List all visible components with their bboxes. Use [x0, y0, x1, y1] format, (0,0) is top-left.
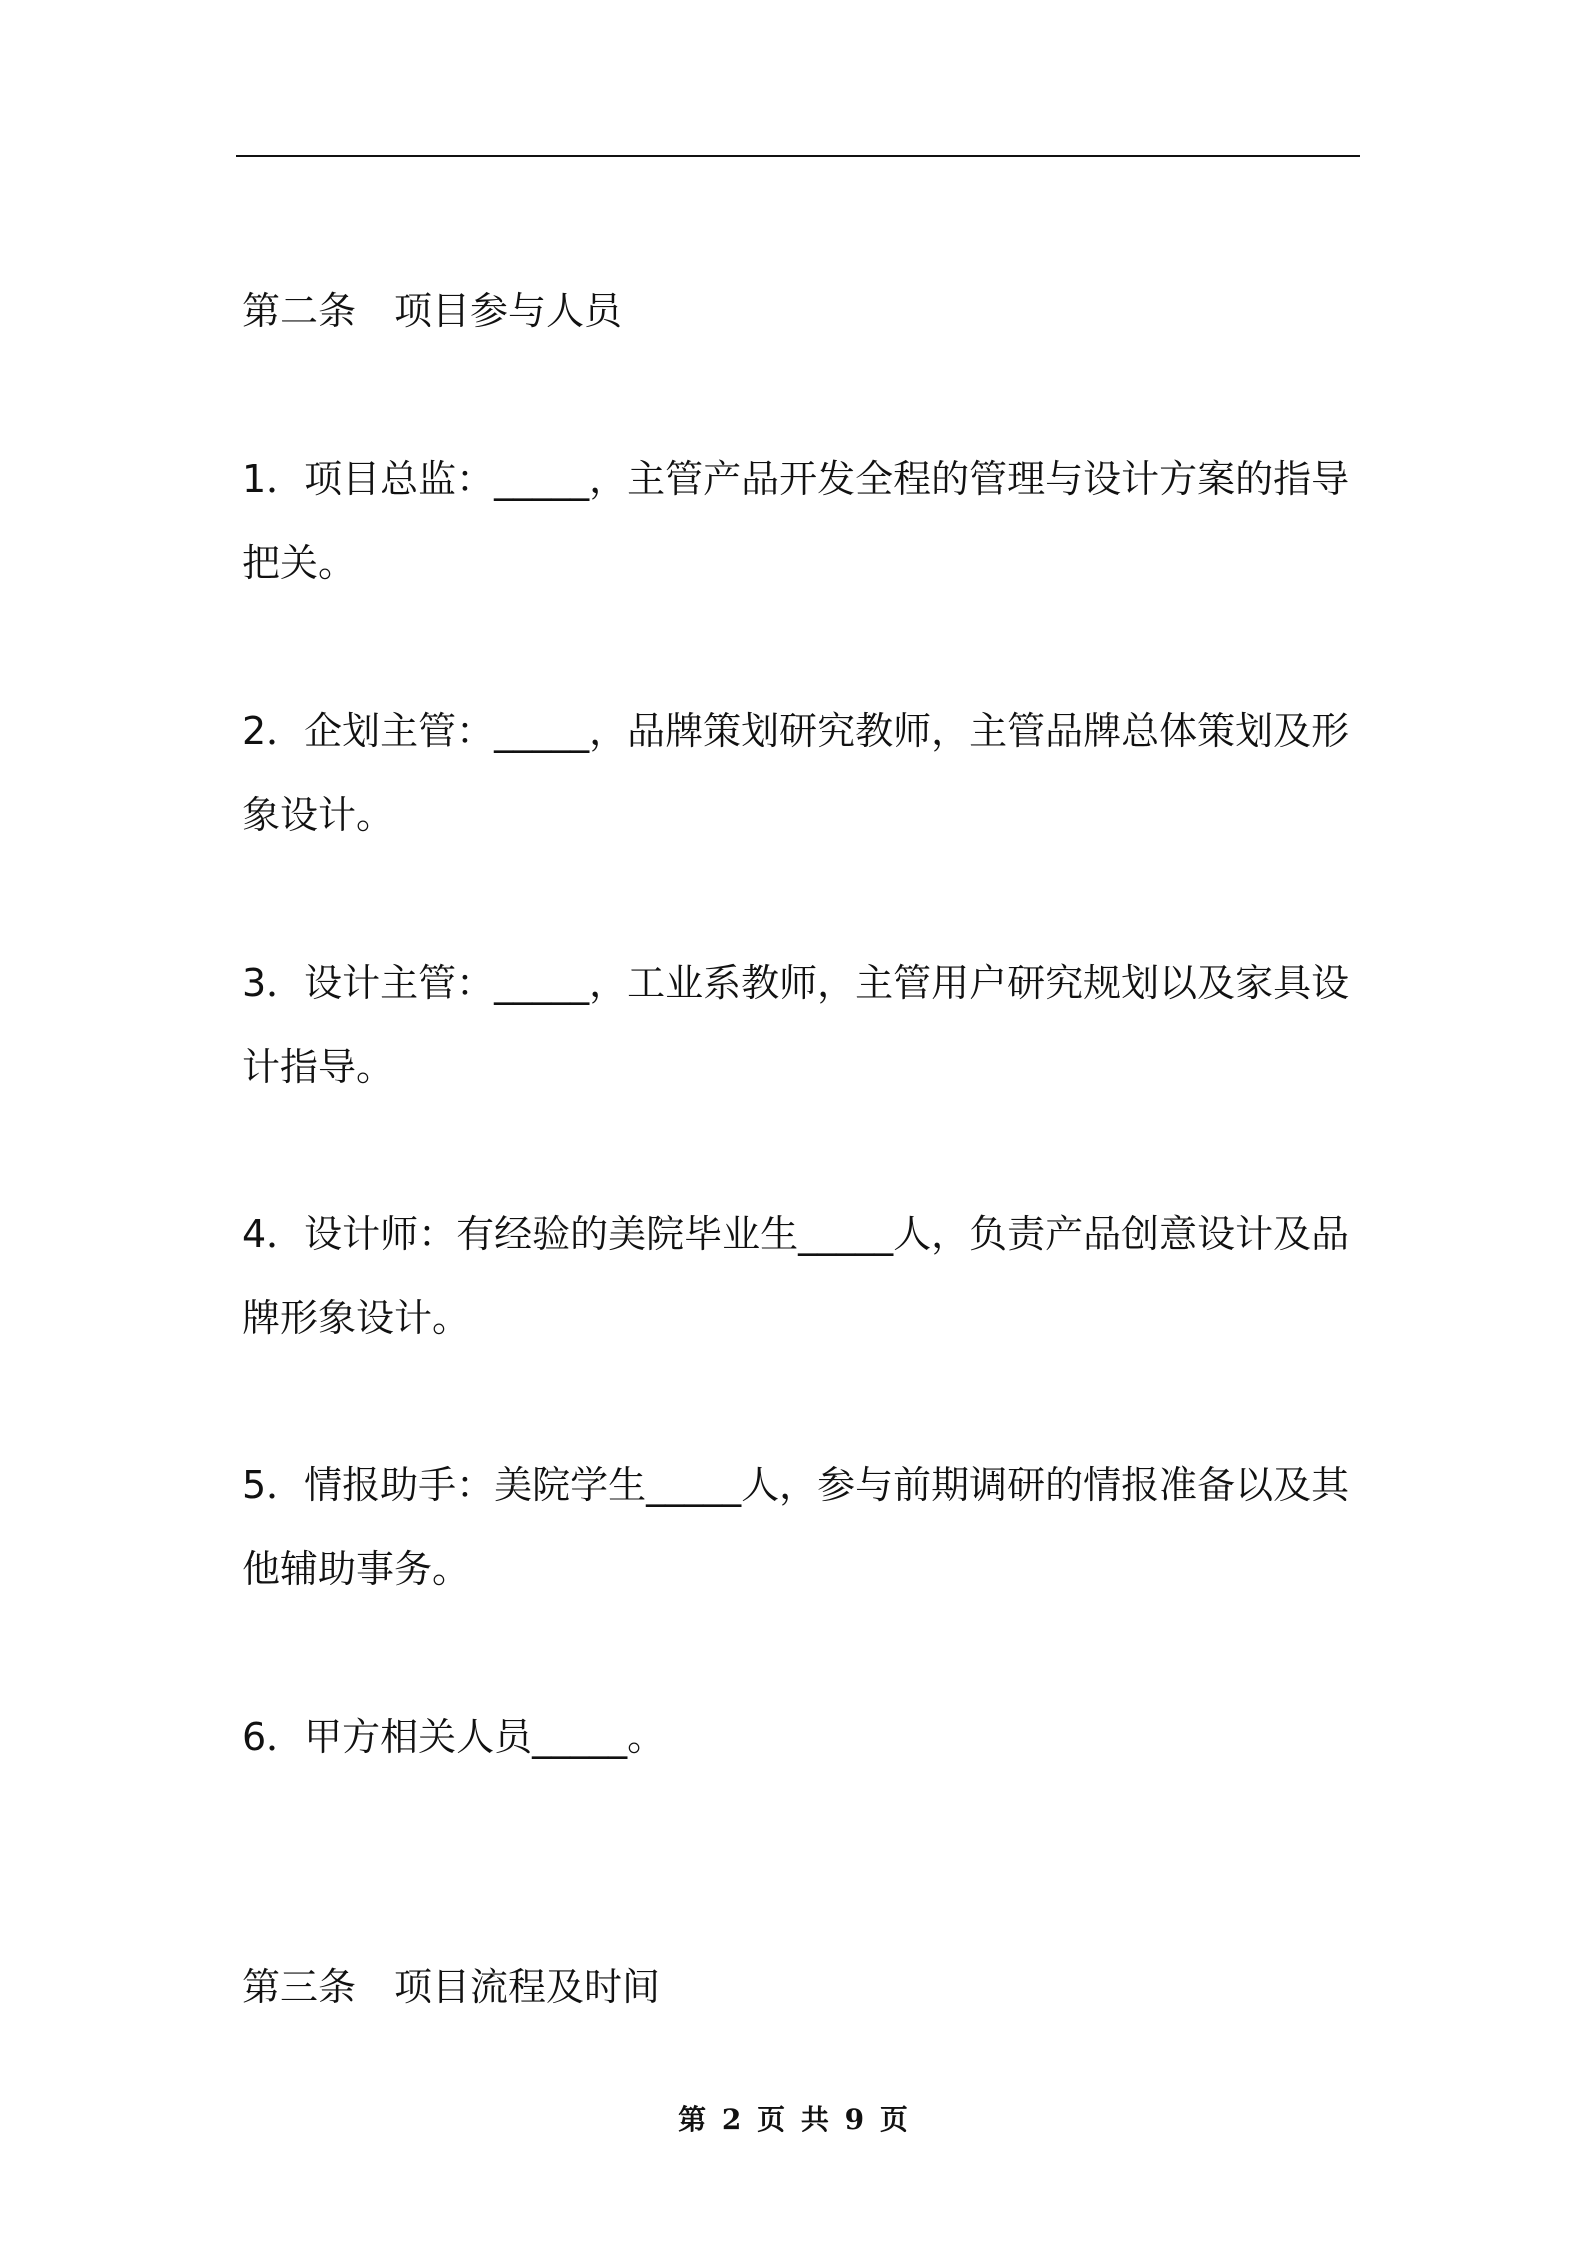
- item-2-line-1: 2．企划主管：_____，品牌策划研究教师，主管品牌总体策划及形: [242, 709, 1350, 753]
- item-1: [242, 437, 1362, 605]
- item-1-line-2: 把关。: [242, 541, 357, 585]
- section-2-number: 第二条: [242, 289, 357, 333]
- section-2-title: 项目参与人员: [394, 289, 623, 333]
- item-3-line-2: 计指导。: [242, 1045, 395, 1089]
- section-2-heading: [242, 286, 622, 336]
- item-6-line-1: 6．甲方相关人员_____。: [242, 1715, 666, 1759]
- section-3-heading: [242, 1962, 660, 2012]
- item-5: [242, 1443, 1362, 1611]
- item-4-line-2: 牌形象设计。: [242, 1296, 471, 1340]
- item-1-line-1: 1．项目总监：_____，主管产品开发全程的管理与设计方案的指导: [242, 457, 1350, 501]
- item-4-line-1: 4．设计师：有经验的美院毕业生_____人，负责产品创意设计及品: [242, 1212, 1350, 1256]
- item-3: [242, 941, 1362, 1109]
- item-5-line-1: 5．情报助手：美院学生_____人，参与前期调研的情报准备以及其: [242, 1463, 1350, 1507]
- section-3-number: 第三条: [242, 1965, 357, 2009]
- item-5-line-2: 他辅助事务。: [242, 1547, 471, 1591]
- item-3-line-1: 3．设计主管：_____，工业系教师，主管用户研究规划以及家具设: [242, 961, 1350, 1005]
- item-2: [242, 689, 1362, 857]
- item-4: [242, 1192, 1362, 1360]
- page-footer: 第 2 页 共 9 页: [678, 2103, 908, 2136]
- item-2-line-2: 象设计。: [242, 793, 395, 837]
- header-rule: [236, 155, 1360, 157]
- item-6: [242, 1695, 1362, 1779]
- section-3-title: 项目流程及时间: [394, 1965, 661, 2009]
